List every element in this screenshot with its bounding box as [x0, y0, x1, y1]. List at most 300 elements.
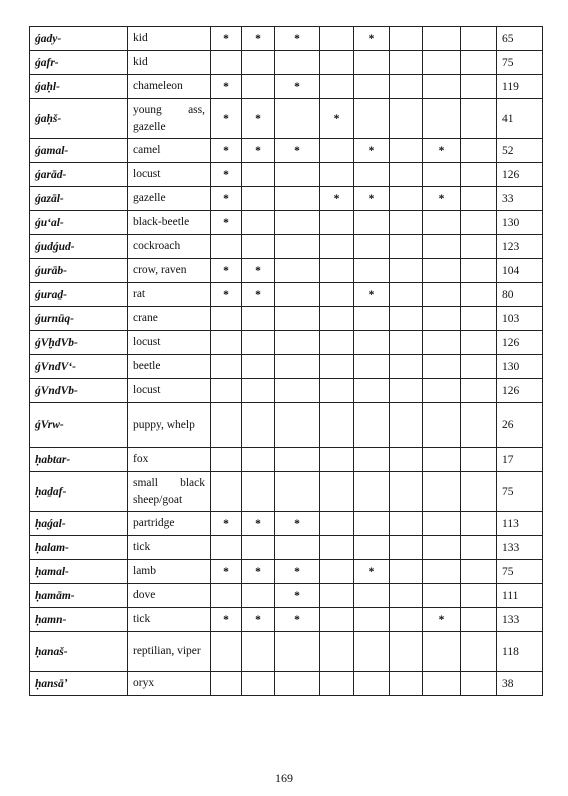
attestation-cell — [211, 379, 242, 403]
attestation-cell — [461, 235, 497, 259]
table-row — [30, 163, 543, 187]
attestation-cell — [423, 379, 461, 403]
attestation-cell — [320, 163, 354, 187]
attestation-cell — [320, 235, 354, 259]
attestation-cell — [354, 99, 390, 139]
root-cell: ḥamn- — [30, 608, 128, 632]
attestation-cell — [354, 307, 390, 331]
attestation-cell — [354, 584, 390, 608]
root-cell: ǵarād- — [30, 163, 128, 187]
attestation-mark: * — [223, 264, 229, 277]
reference-cell: 41 — [497, 99, 543, 139]
attestation-cell — [211, 536, 242, 560]
attestation-cell — [390, 307, 423, 331]
attestation-mark: * — [223, 192, 229, 205]
attestation-cell — [390, 51, 423, 75]
attestation-cell — [423, 560, 461, 584]
gloss-cell: crow, raven — [128, 259, 211, 283]
root-cell: ǵuʻal- — [30, 211, 128, 235]
attestation-cell — [242, 331, 275, 355]
reference-cell: 80 — [497, 283, 543, 307]
attestation-mark: * — [223, 32, 229, 45]
table-row — [30, 379, 543, 403]
attestation-cell — [320, 608, 354, 632]
root-cell: ǵurnūq- — [30, 307, 128, 331]
attestation-cell — [354, 472, 390, 512]
attestation-cell — [461, 472, 497, 512]
attestation-cell — [354, 163, 390, 187]
attestation-cell — [275, 560, 320, 584]
attestation-cell — [423, 472, 461, 512]
attestation-cell — [461, 584, 497, 608]
attestation-cell — [423, 99, 461, 139]
root-cell: ḥansāʼ — [30, 672, 128, 696]
attestation-cell — [211, 211, 242, 235]
gloss-cell: rat — [128, 283, 211, 307]
attestation-cell — [242, 307, 275, 331]
attestation-mark: * — [255, 565, 261, 578]
attestation-cell — [390, 355, 423, 379]
attestation-cell — [423, 163, 461, 187]
attestation-cell — [354, 211, 390, 235]
attestation-cell — [390, 584, 423, 608]
attestation-cell — [461, 187, 497, 211]
attestation-cell — [354, 448, 390, 472]
attestation-cell — [423, 75, 461, 99]
attestation-mark: * — [255, 144, 261, 157]
root-cell: ḥaǵal- — [30, 512, 128, 536]
attestation-cell — [423, 139, 461, 163]
reference-cell: 38 — [497, 672, 543, 696]
attestation-cell — [275, 355, 320, 379]
attestation-mark: * — [333, 192, 340, 205]
attestation-cell — [211, 75, 242, 99]
table-row — [30, 584, 543, 608]
attestation-cell — [320, 403, 354, 448]
attestation-cell — [390, 187, 423, 211]
attestation-cell — [354, 187, 390, 211]
attestation-cell — [211, 472, 242, 512]
gloss-cell: locust — [128, 379, 211, 403]
attestation-mark: * — [333, 112, 340, 125]
attestation-mark: * — [223, 168, 229, 181]
attestation-cell — [354, 355, 390, 379]
gloss-cell: crane — [128, 307, 211, 331]
attestation-cell — [423, 608, 461, 632]
attestation-mark: * — [255, 32, 261, 45]
attestation-cell — [461, 99, 497, 139]
attestation-cell — [423, 512, 461, 536]
attestation-cell — [390, 560, 423, 584]
root-cell: ḥaḏaf- — [30, 472, 128, 512]
attestation-cell — [320, 536, 354, 560]
attestation-cell — [354, 235, 390, 259]
reference-cell: 26 — [497, 403, 543, 448]
attestation-mark: * — [223, 613, 229, 626]
attestation-cell — [320, 51, 354, 75]
attestation-cell — [390, 536, 423, 560]
attestation-cell — [320, 584, 354, 608]
attestation-cell — [320, 355, 354, 379]
attestation-cell — [354, 608, 390, 632]
attestation-cell — [211, 99, 242, 139]
attestation-cell — [211, 235, 242, 259]
attestation-cell — [211, 27, 242, 51]
table-row — [30, 187, 543, 211]
attestation-cell — [390, 608, 423, 632]
reference-cell: 130 — [497, 211, 543, 235]
gloss-cell: fox — [128, 448, 211, 472]
table-row — [30, 632, 543, 672]
attestation-cell — [390, 283, 423, 307]
root-cell: ǵaḥl- — [30, 75, 128, 99]
attestation-mark: * — [255, 613, 261, 626]
table-row — [30, 51, 543, 75]
attestation-cell — [242, 512, 275, 536]
table-row — [30, 75, 543, 99]
attestation-cell — [242, 99, 275, 139]
attestation-cell — [242, 608, 275, 632]
attestation-cell — [275, 403, 320, 448]
attestation-cell — [275, 235, 320, 259]
attestation-cell — [390, 235, 423, 259]
gloss-cell: small black sheep/goat — [128, 472, 211, 512]
root-cell: ǵaḥš- — [30, 99, 128, 139]
reference-cell: 75 — [497, 51, 543, 75]
attestation-cell — [275, 512, 320, 536]
attestation-cell — [275, 536, 320, 560]
reference-cell: 111 — [497, 584, 543, 608]
attestation-cell — [423, 403, 461, 448]
attestation-mark: * — [223, 565, 229, 578]
table-row — [30, 235, 543, 259]
attestation-cell — [211, 163, 242, 187]
attestation-cell — [211, 187, 242, 211]
table-row — [30, 560, 543, 584]
attestation-cell — [242, 163, 275, 187]
root-cell: ǵVndVʻ- — [30, 355, 128, 379]
attestation-mark: * — [438, 613, 445, 626]
gloss-cell: oryx — [128, 672, 211, 696]
attestation-cell — [275, 472, 320, 512]
attestation-cell — [390, 403, 423, 448]
attestation-mark: * — [223, 216, 229, 229]
attestation-cell — [320, 632, 354, 672]
attestation-cell — [354, 672, 390, 696]
reference-cell: 75 — [497, 560, 543, 584]
root-cell: ḥabtar- — [30, 448, 128, 472]
attestation-cell — [461, 51, 497, 75]
reference-cell: 75 — [497, 472, 543, 512]
attestation-cell — [275, 99, 320, 139]
attestation-cell — [211, 512, 242, 536]
table-row — [30, 403, 543, 448]
table-row — [30, 608, 543, 632]
attestation-cell — [242, 632, 275, 672]
attestation-cell — [211, 403, 242, 448]
attestation-cell — [242, 27, 275, 51]
attestation-cell — [461, 283, 497, 307]
attestation-cell — [242, 355, 275, 379]
attestation-mark: * — [294, 517, 300, 530]
reference-cell: 104 — [497, 259, 543, 283]
attestation-cell — [320, 283, 354, 307]
attestation-cell — [211, 355, 242, 379]
attestation-mark: * — [294, 613, 300, 626]
attestation-cell — [354, 331, 390, 355]
attestation-cell — [242, 259, 275, 283]
attestation-cell — [211, 584, 242, 608]
attestation-mark: * — [223, 288, 229, 301]
attestation-cell — [242, 283, 275, 307]
table-row — [30, 355, 543, 379]
attestation-mark: * — [223, 144, 229, 157]
root-cell: ǵafr- — [30, 51, 128, 75]
table-row — [30, 472, 543, 512]
attestation-cell — [461, 560, 497, 584]
gloss-cell: camel — [128, 139, 211, 163]
attestation-mark: * — [294, 565, 300, 578]
table-row — [30, 139, 543, 163]
attestation-cell — [242, 560, 275, 584]
root-cell: ǵuraḏ- — [30, 283, 128, 307]
attestation-cell — [320, 512, 354, 536]
table-row — [30, 536, 543, 560]
gloss-cell: kid — [128, 27, 211, 51]
attestation-mark: * — [368, 192, 375, 205]
attestation-cell — [242, 536, 275, 560]
gloss-cell: black-beetle — [128, 211, 211, 235]
attestation-cell — [320, 379, 354, 403]
attestation-cell — [461, 448, 497, 472]
lexicon-table — [29, 26, 543, 696]
attestation-cell — [320, 139, 354, 163]
attestation-cell — [242, 584, 275, 608]
attestation-cell — [354, 259, 390, 283]
gloss-cell: chameleon — [128, 75, 211, 99]
attestation-mark: * — [368, 32, 375, 45]
attestation-cell — [211, 139, 242, 163]
attestation-cell — [461, 379, 497, 403]
attestation-cell — [320, 307, 354, 331]
reference-cell: 126 — [497, 163, 543, 187]
attestation-cell — [461, 163, 497, 187]
attestation-cell — [275, 379, 320, 403]
attestation-cell — [461, 259, 497, 283]
attestation-mark: * — [223, 80, 229, 93]
reference-cell: 119 — [497, 75, 543, 99]
gloss-cell: kid — [128, 51, 211, 75]
attestation-cell — [275, 51, 320, 75]
attestation-cell — [275, 283, 320, 307]
attestation-cell — [461, 536, 497, 560]
gloss-cell: cockroach — [128, 235, 211, 259]
reference-cell: 33 — [497, 187, 543, 211]
attestation-cell — [275, 211, 320, 235]
root-cell: ḥanaš- — [30, 632, 128, 672]
attestation-mark: * — [368, 144, 375, 157]
root-cell: ǵudǵud- — [30, 235, 128, 259]
attestation-cell — [461, 331, 497, 355]
attestation-cell — [320, 448, 354, 472]
attestation-cell — [390, 331, 423, 355]
attestation-cell — [242, 235, 275, 259]
attestation-cell — [211, 608, 242, 632]
attestation-cell — [354, 512, 390, 536]
table-row — [30, 448, 543, 472]
attestation-cell — [354, 560, 390, 584]
attestation-cell — [390, 512, 423, 536]
attestation-cell — [461, 307, 497, 331]
attestation-cell — [211, 259, 242, 283]
reference-cell: 126 — [497, 379, 543, 403]
gloss-cell: tick — [128, 536, 211, 560]
attestation-mark: * — [438, 192, 445, 205]
attestation-cell — [354, 75, 390, 99]
attestation-cell — [320, 259, 354, 283]
attestation-cell — [461, 403, 497, 448]
gloss-cell: dove — [128, 584, 211, 608]
gloss-cell: locust — [128, 331, 211, 355]
attestation-cell — [275, 163, 320, 187]
attestation-cell — [275, 27, 320, 51]
root-cell: ǵady- — [30, 27, 128, 51]
attestation-mark: * — [255, 112, 261, 125]
attestation-cell — [320, 99, 354, 139]
attestation-cell — [242, 187, 275, 211]
attestation-cell — [390, 379, 423, 403]
table-row — [30, 283, 543, 307]
attestation-cell — [390, 448, 423, 472]
root-cell: ǵamal- — [30, 139, 128, 163]
attestation-cell — [211, 632, 242, 672]
attestation-cell — [461, 355, 497, 379]
gloss-cell: lamb — [128, 560, 211, 584]
root-cell: ǵVndVb- — [30, 379, 128, 403]
attestation-cell — [275, 448, 320, 472]
attestation-cell — [423, 27, 461, 51]
root-cell: ḥalam- — [30, 536, 128, 560]
gloss-cell: tick — [128, 608, 211, 632]
attestation-cell — [320, 187, 354, 211]
attestation-mark: * — [368, 565, 375, 578]
table-row — [30, 27, 543, 51]
attestation-cell — [354, 283, 390, 307]
attestation-cell — [461, 139, 497, 163]
attestation-cell — [211, 672, 242, 696]
attestation-mark: * — [223, 112, 229, 125]
attestation-cell — [242, 211, 275, 235]
attestation-cell — [390, 99, 423, 139]
attestation-cell — [423, 307, 461, 331]
attestation-cell — [354, 379, 390, 403]
attestation-cell — [354, 632, 390, 672]
attestation-cell — [211, 448, 242, 472]
attestation-cell — [211, 51, 242, 75]
root-cell: ǵVḫdVb- — [30, 331, 128, 355]
attestation-cell — [320, 75, 354, 99]
attestation-cell — [320, 27, 354, 51]
attestation-cell — [275, 331, 320, 355]
gloss-cell: locust — [128, 163, 211, 187]
table-row — [30, 211, 543, 235]
gloss-cell: gazelle — [128, 187, 211, 211]
attestation-cell — [320, 560, 354, 584]
attestation-cell — [423, 211, 461, 235]
attestation-cell — [275, 672, 320, 696]
attestation-mark: * — [294, 32, 300, 45]
root-cell: ḥamal- — [30, 560, 128, 584]
root-cell: ḥamām- — [30, 584, 128, 608]
attestation-cell — [461, 672, 497, 696]
attestation-cell — [275, 187, 320, 211]
table-row — [30, 512, 543, 536]
attestation-cell — [390, 259, 423, 283]
reference-cell: 123 — [497, 235, 543, 259]
attestation-cell — [423, 584, 461, 608]
reference-cell: 118 — [497, 632, 543, 672]
attestation-cell — [390, 139, 423, 163]
attestation-cell — [275, 307, 320, 331]
gloss-cell: partridge — [128, 512, 211, 536]
attestation-cell — [354, 536, 390, 560]
table-row — [30, 672, 543, 696]
attestation-cell — [211, 307, 242, 331]
attestation-cell — [242, 448, 275, 472]
attestation-cell — [320, 211, 354, 235]
page-number: 169 — [275, 771, 293, 785]
attestation-mark: * — [255, 264, 261, 277]
attestation-cell — [211, 560, 242, 584]
attestation-cell — [423, 51, 461, 75]
reference-cell: 65 — [497, 27, 543, 51]
attestation-cell — [461, 632, 497, 672]
attestation-mark: * — [294, 589, 300, 602]
attestation-mark: * — [438, 144, 445, 157]
attestation-cell — [423, 632, 461, 672]
attestation-cell — [354, 27, 390, 51]
lexicon-body — [30, 27, 543, 696]
attestation-cell — [390, 472, 423, 512]
gloss-cell: young ass, gazelle — [128, 99, 211, 139]
attestation-cell — [275, 259, 320, 283]
attestation-cell — [461, 512, 497, 536]
attestation-cell — [275, 75, 320, 99]
root-cell: ǵVrw- — [30, 403, 128, 448]
reference-cell: 130 — [497, 355, 543, 379]
attestation-mark: * — [223, 517, 229, 530]
attestation-cell — [423, 448, 461, 472]
attestation-cell — [242, 75, 275, 99]
attestation-cell — [211, 283, 242, 307]
attestation-cell — [461, 211, 497, 235]
attestation-mark: * — [255, 517, 261, 530]
attestation-mark: * — [368, 288, 375, 301]
attestation-cell — [390, 211, 423, 235]
attestation-cell — [423, 355, 461, 379]
attestation-cell — [390, 27, 423, 51]
attestation-cell — [242, 379, 275, 403]
attestation-cell — [354, 51, 390, 75]
attestation-cell — [423, 187, 461, 211]
root-cell: ǵurāb- — [30, 259, 128, 283]
table-row — [30, 99, 543, 139]
table-row — [30, 331, 543, 355]
attestation-cell — [423, 536, 461, 560]
attestation-cell — [390, 75, 423, 99]
reference-cell: 52 — [497, 139, 543, 163]
attestation-mark: * — [294, 144, 300, 157]
